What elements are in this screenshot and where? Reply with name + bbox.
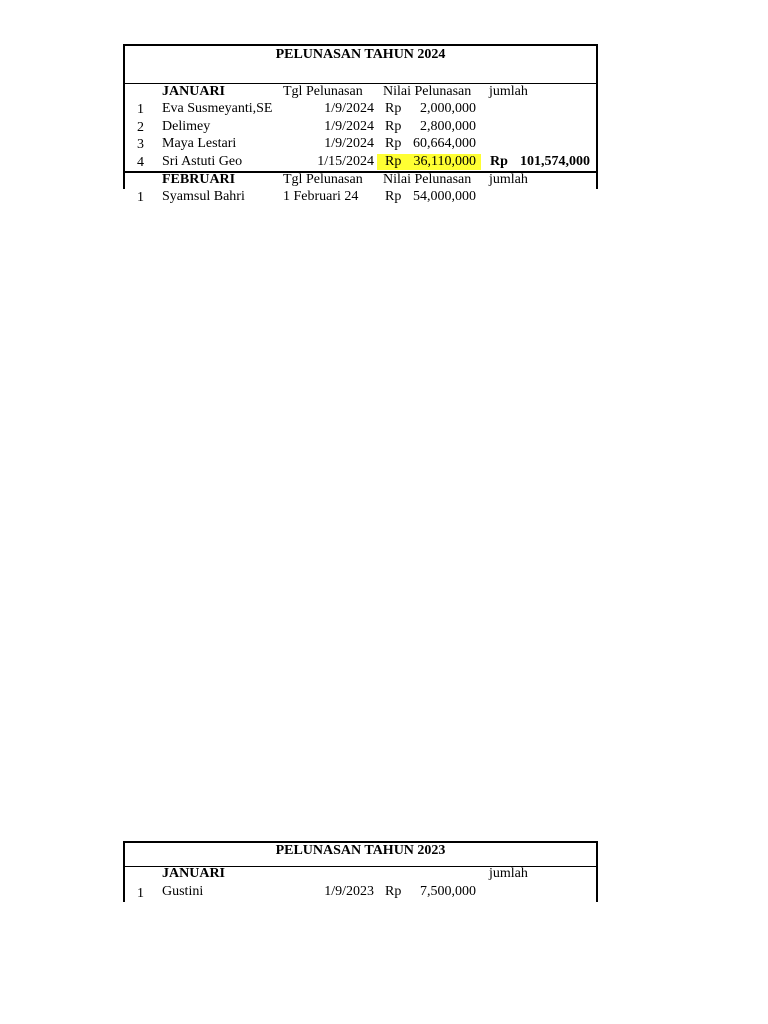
row-currency: Rp <box>385 154 402 169</box>
row-amount: 60,664,000 <box>413 136 476 151</box>
row-name: Gustini <box>162 884 204 899</box>
row-number: 1 <box>137 886 144 901</box>
table-2023-right-border <box>596 841 598 902</box>
row-currency: Rp <box>385 884 402 899</box>
row-number: 3 <box>137 137 144 152</box>
table-2024-left-border <box>123 44 125 189</box>
total-amount: 101,574,000 <box>520 154 590 169</box>
row-number: 2 <box>137 120 144 135</box>
table-2024-top-border <box>123 44 598 46</box>
row-currency: Rp <box>385 136 402 151</box>
row-number: 4 <box>137 155 144 170</box>
row-currency: Rp <box>385 101 402 116</box>
row-name: Eva Susmeyanti,SE <box>162 101 273 116</box>
january-month-label: JANUARI <box>162 84 225 99</box>
row-amount: 2,800,000 <box>420 119 476 134</box>
row-amount: 36,110,000 <box>413 154 476 169</box>
row-date: 1/9/2023 <box>324 884 374 899</box>
february-col-total: jumlah <box>489 172 528 187</box>
row-date: 1 Februari 24 <box>283 189 359 204</box>
table-2024-right-border <box>596 44 598 189</box>
row-currency: Rp <box>385 119 402 134</box>
row-amount: 7,500,000 <box>420 884 476 899</box>
total-currency: Rp <box>490 154 508 169</box>
february-col-value: Nilai Pelunasan <box>383 172 472 187</box>
row-amount: 2,000,000 <box>420 101 476 116</box>
row-name: Syamsul Bahri <box>162 189 245 204</box>
table-2023-title: PELUNASAN TAHUN 2023 <box>275 843 446 858</box>
february-month-label: FEBRUARI <box>162 172 236 187</box>
row-number: 1 <box>137 190 144 205</box>
january-2023-col-total: jumlah <box>489 866 528 881</box>
table-2024-title: PELUNASAN TAHUN 2024 <box>275 47 446 62</box>
row-currency: Rp <box>385 189 402 204</box>
row-date: 1/9/2024 <box>324 136 374 151</box>
row-number: 1 <box>137 102 144 117</box>
row-date: 1/9/2024 <box>324 101 374 116</box>
row-amount: 54,000,000 <box>413 189 476 204</box>
row-name: Maya Lestari <box>162 136 237 151</box>
january-col-value: Nilai Pelunasan <box>383 84 472 99</box>
january-col-date: Tgl Pelunasan <box>283 84 363 99</box>
february-col-date: Tgl Pelunasan <box>283 172 363 187</box>
row-date: 1/9/2024 <box>324 119 374 134</box>
january-col-total: jumlah <box>489 84 528 99</box>
row-name: Sri Astuti Geo <box>162 154 243 169</box>
row-date: 1/15/2024 <box>317 154 374 169</box>
january-2023-month-label: JANUARI <box>162 866 225 881</box>
row-name: Delimey <box>162 119 211 134</box>
